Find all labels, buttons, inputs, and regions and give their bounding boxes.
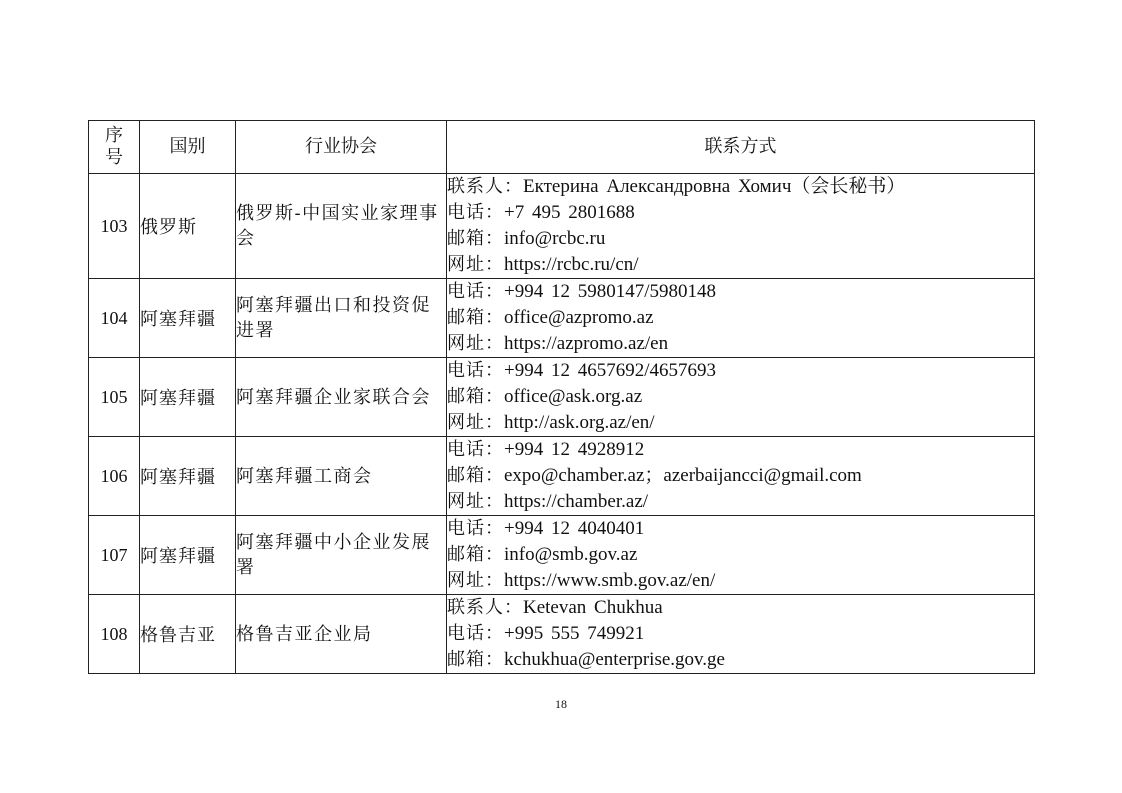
contact-label: 网址： xyxy=(447,412,504,433)
contact-line xyxy=(447,437,1034,463)
contact-value: +994 12 4928912 xyxy=(504,439,645,460)
contact-label: 电话： xyxy=(447,281,504,302)
contact-value: https://www.smb.gov.az/en/ xyxy=(504,570,716,591)
table-row xyxy=(89,437,1035,516)
contact-label: 联系人： xyxy=(447,597,523,618)
row-country: 格鲁吉亚 xyxy=(140,595,236,674)
contact-value: info@rcbc.ru xyxy=(504,228,606,249)
row-contact xyxy=(447,437,1035,516)
contact-label: 邮箱： xyxy=(447,307,504,328)
row-country: 阿塞拜疆 xyxy=(140,358,236,437)
contact-label: 电话： xyxy=(447,518,504,539)
contact-line xyxy=(447,568,1034,594)
contact-value: +994 12 4657692/4657693 xyxy=(504,360,716,381)
contact-value: office@azpromo.az xyxy=(504,307,654,328)
contact-line xyxy=(447,174,1034,200)
contact-line xyxy=(447,463,1034,489)
contact-line xyxy=(447,331,1034,357)
contact-label: 邮箱： xyxy=(447,386,504,407)
contact-value: office@ask.org.az xyxy=(504,386,643,407)
contact-line xyxy=(447,410,1034,436)
row-seq: 108 xyxy=(89,595,140,674)
contact-label: 邮箱： xyxy=(447,544,504,565)
row-association: 阿塞拜疆工商会 xyxy=(236,437,447,516)
table-row xyxy=(89,516,1035,595)
contact-value: info@smb.gov.az xyxy=(504,544,638,565)
contact-label: 联系人： xyxy=(447,176,523,197)
contact-value: +995 555 749921 xyxy=(504,623,645,644)
contact-value: +7 495 2801688 xyxy=(504,202,635,223)
contact-value: https://azpromo.az/en xyxy=(504,333,669,354)
row-association: 俄罗斯-中国实业家理事会 xyxy=(236,174,447,279)
header-seq-top: 序 xyxy=(105,125,123,146)
contact-value: https://rcbc.ru/cn/ xyxy=(504,254,639,275)
contact-label: 网址： xyxy=(447,491,504,512)
contact-value: expo@chamber.az；azerbaijancci@gmail.com xyxy=(504,465,862,486)
row-contact xyxy=(447,595,1035,674)
row-contact xyxy=(447,279,1035,358)
row-association: 阿塞拜疆出口和投资促进署 xyxy=(236,279,447,358)
contact-label: 邮箱： xyxy=(447,649,504,670)
row-country: 俄罗斯 xyxy=(140,174,236,279)
contact-label: 邮箱： xyxy=(447,228,504,249)
contact-line xyxy=(447,200,1034,226)
header-contact: 联系方式 xyxy=(447,121,1035,174)
contact-label: 邮箱： xyxy=(447,465,504,486)
contact-line xyxy=(447,279,1034,305)
table-row xyxy=(89,279,1035,358)
contact-line xyxy=(447,226,1034,252)
contact-line xyxy=(447,621,1034,647)
contact-value: +994 12 4040401 xyxy=(504,518,645,539)
contact-value: Ектерина Александровна Хомич（会长秘书） xyxy=(523,176,906,197)
contact-value: http://ask.org.az/en/ xyxy=(504,412,655,433)
contact-label: 电话： xyxy=(447,202,504,223)
row-seq: 104 xyxy=(89,279,140,358)
header-seq-bottom: 号 xyxy=(105,147,123,168)
contact-line xyxy=(447,595,1034,621)
contact-label: 电话： xyxy=(447,360,504,381)
contact-label: 电话： xyxy=(447,439,504,460)
contact-label: 网址： xyxy=(447,570,504,591)
row-country: 阿塞拜疆 xyxy=(140,279,236,358)
contact-label: 电话： xyxy=(447,623,504,644)
contact-value: https://chamber.az/ xyxy=(504,491,649,512)
row-seq: 107 xyxy=(89,516,140,595)
row-contact xyxy=(447,174,1035,279)
contact-label: 网址： xyxy=(447,254,504,275)
contact-line xyxy=(447,384,1034,410)
contact-line xyxy=(447,489,1034,515)
contact-line xyxy=(447,542,1034,568)
row-contact xyxy=(447,516,1035,595)
contacts-table xyxy=(88,120,1035,674)
table-row xyxy=(89,595,1035,674)
row-contact xyxy=(447,358,1035,437)
row-association: 格鲁吉亚企业局 xyxy=(236,595,447,674)
row-country: 阿塞拜疆 xyxy=(140,437,236,516)
header-country: 国别 xyxy=(140,121,236,174)
contact-line xyxy=(447,358,1034,384)
contact-line xyxy=(447,516,1034,542)
contact-line xyxy=(447,647,1034,673)
contact-line xyxy=(447,305,1034,331)
contact-line xyxy=(447,252,1034,278)
table-header-row xyxy=(89,121,1035,174)
contact-value: Ketevan Chukhua xyxy=(523,597,663,618)
table-row xyxy=(89,174,1035,279)
row-country: 阿塞拜疆 xyxy=(140,516,236,595)
contact-label: 网址： xyxy=(447,333,504,354)
row-seq: 106 xyxy=(89,437,140,516)
row-association: 阿塞拜疆企业家联合会 xyxy=(236,358,447,437)
header-association: 行业协会 xyxy=(236,121,447,174)
header-seq xyxy=(89,121,140,174)
contact-value: +994 12 5980147/5980148 xyxy=(504,281,716,302)
row-seq: 103 xyxy=(89,174,140,279)
contact-value: kchukhua@enterprise.gov.ge xyxy=(504,649,725,670)
row-association: 阿塞拜疆中小企业发展署 xyxy=(236,516,447,595)
page-number: 18 xyxy=(555,697,567,711)
table-row xyxy=(89,358,1035,437)
row-seq: 105 xyxy=(89,358,140,437)
